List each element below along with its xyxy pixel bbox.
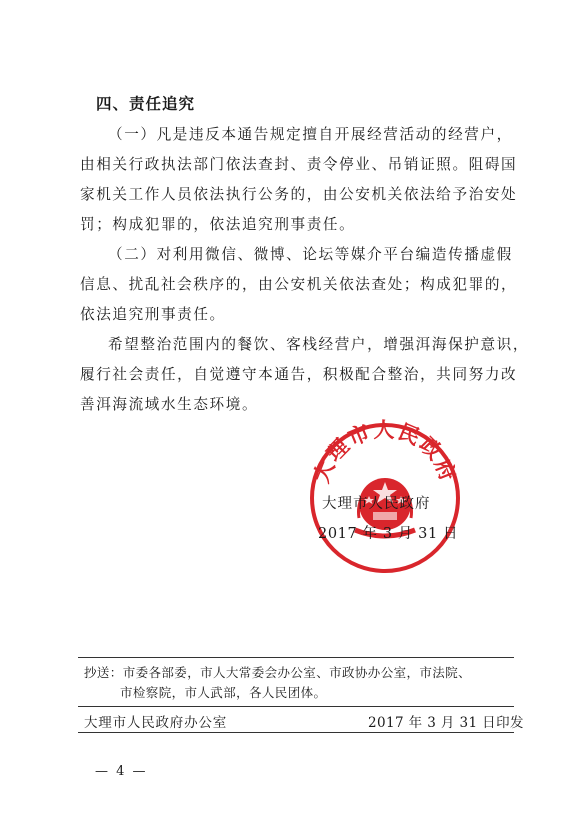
issue-date: 2017 年 3 月 31 日 — [318, 526, 459, 542]
paragraph-line: 罚；构成犯罪的，依法追究刑事责任。 — [80, 216, 356, 233]
section-heading: 四、责任追究 — [96, 95, 196, 113]
page-number: — 4 — — [95, 764, 148, 779]
paragraph-line: 由相关行政执法部门依法查封、责令停业、吊销证照。阻碍国 — [80, 156, 518, 173]
issuing-office: 大理市人民政府办公室 — [84, 715, 227, 731]
divider — [78, 732, 514, 733]
paragraph-line: 依法追究刑事责任。 — [80, 306, 226, 323]
paragraph-line: 履行社会责任，自觉遵守本通告，积极配合整治，共同努力改 — [80, 366, 518, 383]
paragraph-line: （二）对利用微信、微博、论坛等媒介平台编造传播虚假 — [108, 246, 513, 263]
print-date: 2017 年 3 月 31 日印发 — [368, 715, 524, 731]
issuer-name: 大理市人民政府 — [322, 496, 431, 512]
paragraph-line: 信息、扰乱社会秩序的，由公安机关依法查处；构成犯罪的， — [80, 276, 518, 293]
divider — [78, 657, 514, 658]
paragraph-line: 善洱海流域水生态环境。 — [80, 396, 259, 413]
paragraph-line: 家机关工作人员依法执行公务的，由公安机关依法给予治安处 — [80, 186, 518, 203]
paragraph-line: 希望整治范围内的餐饮、客栈经营户，增强洱海保护意识， — [108, 336, 530, 353]
seal-text: 大理市人民政府 — [309, 418, 461, 487]
paragraph-line: （一）凡是违反本通告规定擅自开展经营活动的经营户， — [108, 126, 513, 143]
divider — [78, 706, 514, 707]
svg-text:大理市人民政府 — [309, 418, 461, 486]
distribution-line: 抄送：市委各部委，市人大常委会办公室、市政协办公室，市法院、 — [84, 665, 472, 680]
distribution-line: 市检察院，市人武部，各人民团体。 — [120, 685, 327, 700]
